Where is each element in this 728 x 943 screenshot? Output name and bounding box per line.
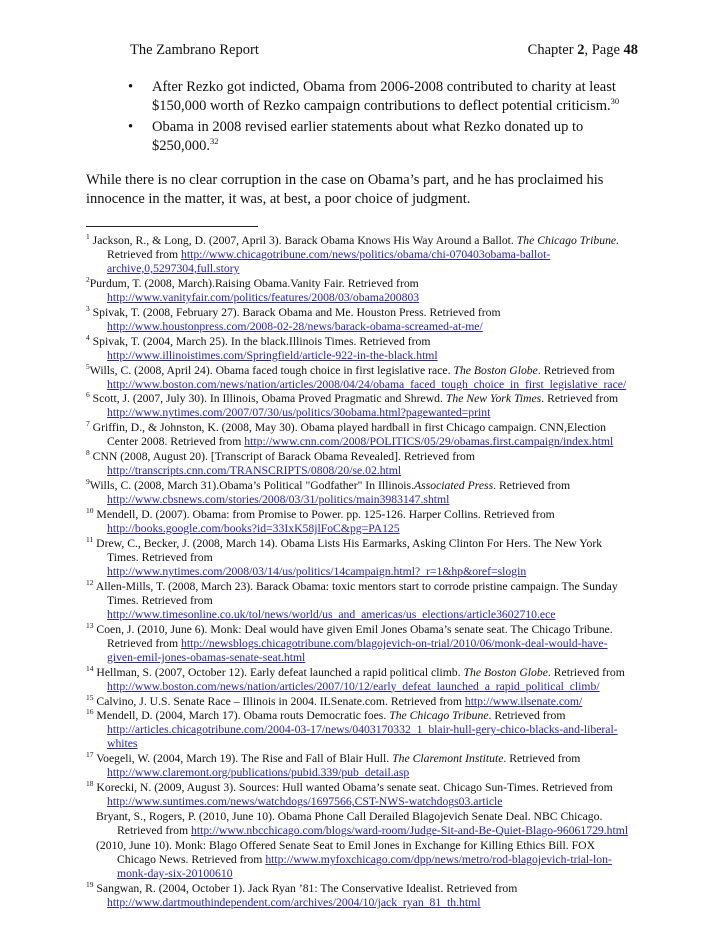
footnote: $^2$Purdum, T. (2008, March).Raising Obama.Vanity Fair. Retrieved from http://www.vanityfair.com/politics/features/2008/03/obama200803: [86, 274, 420, 304]
footnote-link[interactable]: monk-day-six-20100610: [117, 866, 233, 880]
footnote: $^{17}$ Voegeli, W. (2004, March 19). The Rise and Fall of Blair Hull. The Claremont Institute. Retrieved from http://www.claremont.org/publications/pubid.339/pub_detail.asp: [86, 750, 581, 780]
footnote: $^{19}$ Sangwan, R. (2004, October 1). Jack Ryan ’81: The Conservative Idealist. Retrieved from http://www.dartmouthindependent.com/archives/2004/10/jack_ryan_81_th.html: [86, 880, 518, 909]
bullet-icon: •: [128, 119, 134, 135]
page-header: [130, 42, 638, 60]
footnote: $^7$ Griffin, D., & Johnston, K. (2008, May 30). Obama played hardball in first Chicago campaign. CNN,Election Center 2008. Retrieved from http://www.cnn.com/2008/POLITICS/05/29/obamas.first.campaign/index.html: [86, 419, 614, 449]
chapter-page: Chapter 2, Page 48: [527, 42, 638, 58]
footnote-link[interactable]: http://newsblogs.chicagotribune.com/blagojevich-on-trial/2010/06/monk-deal-would-have-: [181, 636, 608, 650]
footnote: $^8$ CNN (2008, August 20). [Transcript of Barack Obama Revealed]. Retrieved from http://transcripts.cnn.com/TRANSCRIPTS/0808/20/se.02.html: [86, 448, 475, 478]
footnote-link[interactable]: http://www.timesonline.co.uk/tol/news/world/us_and_americas/us_elections/article3602710.ece: [107, 607, 556, 621]
footnote: $^{16}$ Mendell, D. (2004, March 17). Obama routs Democratic foes. The Chicago Tribune. Retrieved from http://articles.chicagotribune.com/2004-03-17/news/0403170332_1_blair-hull-gery-chico-blacks-and-liberal- whites: [86, 707, 618, 751]
footnote-link[interactable]: http://www.ilsenate.com/: [464, 694, 583, 708]
footnote-link[interactable]: http://articles.chicagotribune.com/2004-03-17/news/0403170332_1_blair-hull-gery-chico-blacks-and-liberal-: [107, 723, 618, 737]
footnote-link[interactable]: http://www.chicagotribune.com/news/politics/obama/chi-070403obama-ballot-: [181, 247, 551, 261]
footnote: $^4$ Spivak, T. (2004, March 25). In the black.Illinois Times. Retrieved from http://www.illinoistimes.com/Springfield/article-922-in-the-black.html: [86, 332, 438, 362]
footnote-link[interactable]: http://books.google.com/books?id=33IxK58jlFoC&pg=PA125: [107, 522, 400, 536]
footnote: $^{14}$ Hellman, S. (2007, October 12). Early defeat launched a rapid political climb. The Boston Globe. Retrieved from http://www.boston.com/news/nation/articles/2007/10/12/early_defeat_launched_a_rapid_political_climb/: [86, 663, 625, 693]
bullet-item: • After Rezko got indicted, Obama from 2006-2008 contributed to charity at least $150,000 worth of Rezko campaign contributions to deflect potential criticism.$^{30}$: [128, 79, 620, 114]
footnote-link[interactable]: http://www.houstonpress.com/2008-02-28/news/barack-obama-screamed-at-me/: [107, 319, 483, 333]
footnote-ref[interactable]: 32: [210, 136, 219, 147]
footnote: (2010, June 10). Monk: Blago Offered Senate Seat to Emil Jones in Exchange for Killing Ethics Bill. FOX Chicago News. Retrieved from http://www.myfoxchicago.com/dpp/news/metro/rod-blagojevich-trial-lon- monk-day-six-20100610: [96, 839, 612, 880]
bullet-item: • Obama in 2008 revised earlier statements about what Rezko donated up to $250,000.32: [128, 119, 584, 154]
footnote-link[interactable]: http://www.dartmouthindependent.com/archives/2004/10/jack_ryan_81_th.html: [107, 895, 481, 909]
footnote-link[interactable]: http://www.myfoxchicago.com/dpp/news/metro/rod-blagojevich-trial-lon-: [265, 852, 612, 866]
footnote: $^6$ Scott, J. (2007, July 30). In Illinois, Obama Proved Pragmatic and Shrewd. The New York Times. Retrieved from http://www.nytimes.com/2007/07/30/us/politics/30obama.html?pagewanted=print: [86, 390, 619, 420]
footnote-link[interactable]: archive,0,5297304,full.story: [107, 261, 240, 275]
footnote: $^{18}$ Korecki, N. (2009, August 3). Sources: Hull wanted Obama’s senate seat. Chicago Sun-Times. Retrieved from http://www.suntimes.com/news/watchdogs/1697566,CST-NWS-watchdogs03.article: [86, 779, 613, 809]
footnote: $^{11}$ Drew, C., Becker, J. (2008, March 14). Obama Lists His Earmarks, Asking Clinton For Hers. The New York Times. Retrieved from http://www.nytimes.com/2008/03/14/us/politics/14campaign.html?_r=1&hp&oref=slogin: [86, 535, 603, 578]
footnote-link[interactable]: http://www.cnn.com/2008/POLITICS/05/29/obamas.first.campaign/index.html: [244, 435, 614, 449]
footnote: $^9$Wills, C. (2008, March 31).Obama’s Political "Godfather" In Illinois.Associated Press. Retrieved from http://www.cbsnews.com/stories/2008/03/31/politics/main3983147.shtml: [86, 477, 571, 507]
footnote: Bryant, S., Rogers, P. (2010, June 10). Obama Phone Call Derailed Blagojevich Senate Deal. NBC Chicago. Retrieved from http://www.nbcchicago.com/blogs/ward-room/Judge-Sit-and-Be-Quiet-Blago-96061729.html: [96, 810, 629, 838]
footnote-ref[interactable]: 30: [610, 96, 620, 107]
footnote-link[interactable]: http://www.nytimes.com/2008/03/14/us/politics/14campaign.html?_r=1&hp&oref=slogin: [107, 564, 527, 578]
footnote-link[interactable]: http://www.cbsnews.com/stories/2008/03/31/politics/main3983147.shtml: [107, 493, 450, 507]
footnote: $^{10}$ Mendell, D. (2007). Obama: from Promise to Power. pp. 125-126. Harper Collins. Retrieved from http://books.google.com/books?id=33IxK58jlFoC&pg=PA125: [86, 506, 555, 536]
footnote-link[interactable]: http://transcripts.cnn.com/TRANSCRIPTS/0808/20/se.02.html: [107, 464, 402, 478]
footnotes: [86, 234, 666, 911]
footnote: $^{15}$ Calvino, J. U.S. Senate Race – Illinois in 2004. ILSenate.com. Retrieved from http://www.ilsenate.com/: [86, 692, 583, 708]
footnote-divider: [86, 226, 258, 227]
report-title: The Zambrano Report: [130, 42, 259, 58]
footnote: $^3$ Spivak, T. (2008, February 27). Barack Obama and Me. Houston Press. Retrieved from http://www.houstonpress.com/2008-02-28/news/barack-obama-screamed-at-me/: [86, 303, 501, 333]
footnote-link[interactable]: http://www.claremont.org/publications/pubid.339/pub_detail.asp: [107, 766, 410, 780]
bullet-icon: •: [128, 79, 134, 95]
footnote: $^1$ Jackson, R., & Long, D. (2007, April 3). Barack Obama Knows His Way Around a Ballot. The Chicago Tribune. Retrieved from http://www.chicagotribune.com/news/politics/obama/chi-070403obama-ballot- archive,0,5297304,full.story: [86, 232, 620, 275]
footnote-link[interactable]: given-emil-jones-obamas-senate-seat.html: [107, 650, 306, 664]
body-paragraph: While there is no clear corruption in the case on Obama’s part, and he has proclaimed his innocence in the matter, it was, at best, a poor choice of judgment.: [86, 172, 604, 207]
footnote-link[interactable]: http://www.boston.com/news/nation/articles/2007/10/12/early_defeat_launched_a_rapid_political_climb/: [107, 679, 600, 693]
footnote: $^{12}$ Allen-Mills, T. (2008, March 23). Barack Obama: toxic mentors start to corrode pristine campaign. The Sunday Times. Retrieved from http://www.timesonline.co.uk/tol/news/world/us_and_americas/us_elections/article3602710.ece: [86, 577, 618, 621]
footnote: $^5$Wills, C. (2008, April 24). Obama faced tough choice in first legislative race. The Boston Globe. Retrieved from http://www.boston.com/news/nation/articles/2008/04/24/obama_faced_tough_choice_in_first_legislative_race/: [86, 361, 627, 391]
footnote-link[interactable]: whites: [107, 737, 138, 751]
footnote-link[interactable]: http://www.vanityfair.com/politics/features/2008/03/obama200803: [107, 290, 420, 304]
bullet-list: [128, 78, 638, 158]
footnote-link[interactable]: http://www.boston.com/news/nation/articles/2008/04/24/obama_faced_tough_choice_in_first_legislative_race/: [107, 377, 627, 391]
footnote: $^{13}$ Coen, J. (2010, June 6). Monk: Deal would have given Emil Jones Obama’s senate seat. The Chicago Tribune. Retrieved from http://newsblogs.chicagotribune.com/blagojevich-on-trial/2010/06/monk-deal-would-have- given-emil-jones-obamas-senate-seat.html: [86, 620, 613, 664]
footnote-link[interactable]: http://www.nbcchicago.com/blogs/ward-room/Judge-Sit-and-Be-Quiet-Blago-96061729.html: [191, 824, 629, 838]
footnote-link[interactable]: http://www.suntimes.com/news/watchdogs/1697566,CST-NWS-watchdogs03.article: [107, 795, 503, 809]
footnote-link[interactable]: http://www.nytimes.com/2007/07/30/us/politics/30obama.html?pagewanted=print: [107, 406, 491, 420]
footnote-link[interactable]: http://www.illinoistimes.com/Springfield/article-922-in-the-black.html: [107, 348, 438, 362]
